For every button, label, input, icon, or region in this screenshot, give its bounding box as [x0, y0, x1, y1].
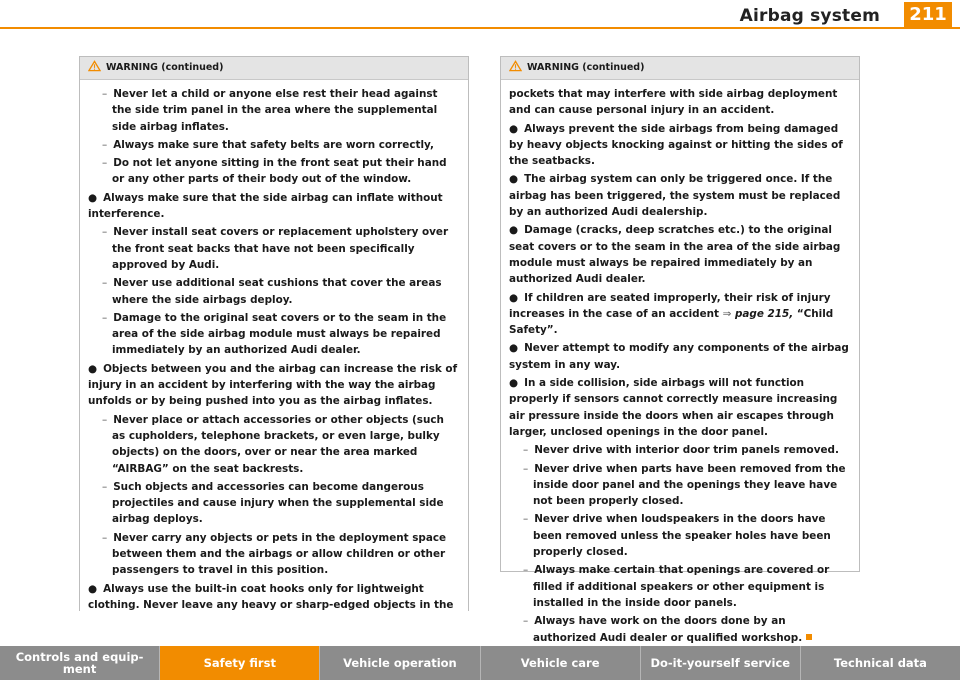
page-number: 211 — [904, 2, 952, 28]
item-text: Damage (cracks, deep scratches etc.) to the original seat covers or to the seam in the area of the side airbag module must always be repaired immediately by an authorized Audi dealer. — [509, 224, 841, 286]
dash-mark: – — [523, 564, 529, 577]
dash-mark: – — [523, 615, 529, 628]
item-text: Never install seat covers or replacement upholstery over the front seat backs that have not been specifically approved by Audi. — [112, 226, 449, 271]
lead-paragraph: pockets that may interfere with side airbag deployment and can cause personal injury in an accident. — [509, 88, 838, 117]
warning-heading-right — [501, 57, 859, 80]
sub-item — [88, 412, 460, 477]
sub-item — [509, 562, 851, 611]
bullet-item: ● If children are seated improperly, their risk of injury increases in the case of an accident ⇒ page 215, “Child Safety”. — [509, 291, 834, 337]
warning-heading-label: WARNING (continued) — [527, 62, 645, 73]
bullet-dot: ● — [509, 342, 519, 355]
sub-item — [509, 442, 851, 458]
bullet-dot: ● — [509, 173, 519, 186]
dash-mark: – — [102, 138, 108, 151]
item-text: Always have work on the doors done by an authorized Audi dealer or qualified workshop. — [533, 615, 803, 644]
chapter-tab-4[interactable]: Vehicle care — [481, 646, 641, 680]
warning-body-right — [501, 80, 859, 652]
item-text: Never use additional seat cushions that cover the areas where the side airbags deploy. — [112, 277, 442, 306]
arrow-icon: ⇒ — [722, 307, 732, 320]
dash-mark: – — [523, 513, 529, 526]
item-text: Never drive with interior door trim panels removed. — [534, 444, 839, 457]
item-text: Never drive when parts have been removed from the inside door panel and the openings they leave have not been properly closed. — [533, 462, 846, 508]
dash-mark: – — [102, 311, 108, 324]
page-reference-link[interactable]: page 215, — [734, 307, 794, 320]
item-text: Never place or attach accessories or other objects (such as cupholders, telephone brackets, or even large, bulky objects) on the doors, over or near the area marked “AIRBAG” on the seat backrests. — [112, 413, 444, 475]
item-text: Always make sure that the side airbag can inflate without interference. — [88, 191, 443, 221]
sub-item — [88, 275, 460, 308]
warning-box-right — [500, 56, 860, 644]
dash-mark: – — [102, 480, 108, 493]
dash-mark: – — [102, 88, 108, 100]
sub-item — [88, 479, 460, 528]
item-text: Do not let anyone sitting in the front seat put their hand or any other parts of their body out of the window. — [112, 157, 447, 186]
bullet-dot: ● — [509, 377, 519, 390]
item-text: Never carry any objects or pets in the deployment space between them and the airbags or allow children or other passengers to travel in this position. — [112, 531, 447, 577]
bullet-dot: ● — [88, 191, 98, 204]
sub-item — [509, 511, 851, 560]
item-text: In a side collision, side airbags will not function properly if sensors cannot correctly measure increasing air pressure inside the doors when air escapes through larger, unclosed openings in the door panel. — [509, 377, 838, 438]
sub-item — [88, 310, 460, 359]
item-text: Such objects and accessories can become dangerous projectiles and cause injury when the supplemental side airbag deploys. — [112, 480, 444, 526]
dash-mark: – — [102, 226, 108, 239]
bullet-item — [509, 222, 851, 287]
sub-item — [88, 137, 460, 153]
bullet-item — [88, 581, 460, 614]
bullet-item — [88, 190, 460, 223]
warning-triangle-icon — [88, 60, 101, 72]
item-text: Never drive when loudspeakers in the doors have been removed unless the speaker holes have been properly closed. — [533, 513, 831, 559]
dash-mark: – — [523, 462, 529, 475]
sub-item — [88, 155, 460, 188]
sub-item — [88, 224, 460, 273]
item-text: The airbag system can only be triggered once. If the airbag has been triggered, the system must be replaced by an authorized Audi dealership. — [509, 173, 841, 219]
warning-heading-left — [80, 57, 468, 80]
item-text: Damage to the original seat covers or to the seam in the area of the side airbag module must always be repaired immediately by an authorized Audi dealer. — [112, 311, 447, 357]
chapter-tab-6[interactable]: Technical data — [833, 656, 927, 670]
page-title: Airbag system — [739, 6, 880, 26]
bullet-item — [509, 171, 851, 220]
chapter-tab-1[interactable]: Controls and equip-ment — [0, 646, 160, 680]
dash-mark: – — [102, 413, 108, 426]
item-text: Always make sure that safety belts are worn correctly, — [113, 138, 434, 151]
bullet-dot: ● — [509, 122, 519, 135]
bullet-item — [509, 121, 851, 170]
header-rule — [0, 27, 960, 29]
item-text: Always make certain that openings are covered or filled if additional speakers or other equipment is installed in the inside door panels. — [533, 564, 830, 609]
item-text: Never attempt to modify any components of the airbag system in any way. — [509, 342, 849, 371]
sub-item — [509, 461, 851, 510]
dash-mark: – — [523, 444, 529, 457]
chapter-tabs — [0, 646, 960, 680]
bullet-item — [509, 375, 851, 440]
sub-item — [88, 86, 460, 135]
bullet-item — [509, 340, 851, 373]
dash-mark: – — [102, 157, 108, 170]
chapter-tab-5[interactable]: Do-it-yourself service — [641, 646, 801, 680]
bullet-dot: ● — [88, 362, 98, 375]
sub-item — [88, 530, 460, 579]
chapter-tab-3[interactable]: Vehicle operation — [320, 646, 480, 680]
warning-box-left — [79, 56, 469, 611]
end-square-icon — [806, 634, 812, 640]
item-text: Objects between you and the airbag can increase the risk of injury in an accident by interfering with the way the airbag unfolds or by being pushed into you as the airbag inflates. — [88, 362, 458, 408]
warning-heading-label: WARNING (continued) — [106, 62, 224, 73]
chapter-tab-2[interactable]: Safety first — [160, 646, 320, 680]
sub-item — [509, 613, 851, 646]
dash-mark: – — [102, 531, 108, 544]
warning-triangle-icon — [509, 60, 522, 72]
item-text: Always prevent the side airbags from being damaged by heavy objects knocking against or hitting the sides of the seatbacks. — [509, 122, 843, 168]
item-text: Never let a child or anyone else rest their head against the side trim panel in the area where the supplemental side airbag inflates. — [112, 88, 438, 133]
dash-mark: – — [102, 277, 108, 290]
bullet-item — [88, 361, 460, 410]
bullet-dot: ● — [88, 582, 98, 595]
item-text: Always use the built-in coat hooks only for lightweight clothing. Never leave any heavy or sharp-edged objects in the — [88, 582, 454, 611]
bullet-dot: ● — [509, 224, 519, 237]
warning-body-left — [80, 80, 468, 619]
